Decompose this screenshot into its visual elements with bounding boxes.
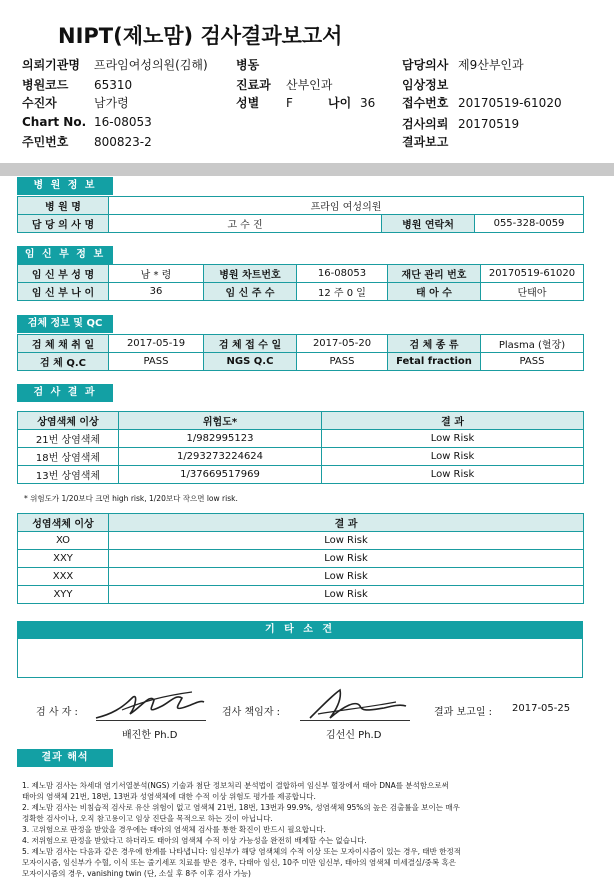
fetal-fraction: PASS <box>481 353 584 371</box>
result-cell: Low Risk <box>322 466 584 484</box>
header-label: 나이 <box>328 96 352 110</box>
chart-number: 16-08053 <box>297 265 388 283</box>
header-value: F <box>286 96 293 110</box>
signature-line <box>96 720 206 721</box>
hospital-contact: 055-328-0059 <box>475 215 584 233</box>
table-row <box>18 466 584 484</box>
section-hospital: 병 원 정 보 <box>17 177 113 195</box>
divider-band <box>0 163 614 176</box>
header-label: 검사의뢰 <box>402 117 449 131</box>
header-value: 프라임여성의원(김해) <box>94 58 208 72</box>
specimen-type: Plasma (혈장) <box>481 335 584 353</box>
specimen-qc: PASS <box>109 353 204 371</box>
cell-label: 병원 연락처 <box>382 215 475 233</box>
risk-cell: 1/293273224624 <box>119 448 322 466</box>
header-label: 성별 <box>236 96 260 110</box>
interpretation-line: 1. 제노맘 검사는 차세대 염기서열분석(NGS) 기술과 첨단 정보처리 분석법이 결합하여 임신부 혈장에서 태아 DNA를 분석함으로써 <box>22 781 449 790</box>
cell-label: 임 신 부 나 이 <box>18 283 109 301</box>
column-header: 위험도* <box>119 412 322 430</box>
interpretation-line: 태아의 염색체 21번, 18번, 13번과 성염색체에 대한 수적 이상 위험도 평가를 제공합니다. <box>22 792 316 801</box>
result-cell: Low Risk <box>322 448 584 466</box>
manager-signature <box>300 684 410 724</box>
table-row <box>18 532 584 550</box>
pregnant-name: 남 * 령 <box>109 265 204 283</box>
interpretation-text <box>22 780 592 879</box>
collect-date: 2017-05-19 <box>109 335 204 353</box>
hospital-name: 프라임 여성의원 <box>109 197 584 215</box>
header-label: 진료과 <box>236 78 271 92</box>
interpretation-line: 정확한 검사이나, 오직 참고용이고 임상 진단을 목적으로 하는 것이 아닙니다. <box>22 814 273 823</box>
result-cell: Low Risk <box>109 568 584 586</box>
table-row <box>18 586 584 604</box>
interpretation-line: 3. 고위험으로 판정을 받았을 경우에는 태아의 염색체 검사를 통한 확진이 반드시 필요합니다. <box>22 825 326 834</box>
header-ward <box>236 56 259 73</box>
section-specimen: 검체 정보 및 QC <box>17 315 113 333</box>
doctor-name: 고 수 진 <box>109 215 382 233</box>
result-cell: Low Risk <box>109 550 584 568</box>
table-row <box>18 550 584 568</box>
cell-label: 재단 관리 번호 <box>388 265 481 283</box>
table-row <box>18 448 584 466</box>
chromosome-cell: XXX <box>18 568 109 586</box>
header-value: 20170519-61020 <box>458 96 562 110</box>
manager-label: 검사 책임자 : <box>222 707 281 718</box>
header-label: 접수번호 <box>402 96 449 110</box>
column-header: 상염색체 이상 <box>18 412 119 430</box>
hospital-table <box>17 196 584 233</box>
registration-number: 20170519-61020 <box>481 265 584 283</box>
header-age <box>328 94 375 111</box>
header-label: 주민번호 <box>22 135 69 149</box>
chromosome-cell: 18번 상염색체 <box>18 448 119 466</box>
header-label: 병원코드 <box>22 78 69 92</box>
column-header: 결 과 <box>109 514 584 532</box>
chromosome-cell: XO <box>18 532 109 550</box>
header-value: 65310 <box>94 78 133 92</box>
result-cell: Low Risk <box>109 532 584 550</box>
interpretation-line: 모자이시즘, 임신부가 수혈, 이식 또는 줄기세포 치료를 받은 경우, 다태아 임신, 10주 미만 임신부, 태아의 염색체 미세결실/중복 혹은 <box>22 858 457 867</box>
cell-label: 병 원 명 <box>18 197 109 215</box>
tester-name: 배진한 Ph.D <box>122 730 178 741</box>
interpretation-line: 2. 제노맘 검사는 비침습적 검사로 유산 위험이 없고 염색체 21번, 18번, 13번과 99.9%, 성염색체 95%의 높은 검출률을 보이는 매우 <box>22 803 460 812</box>
cell-label: 검 체 Q.C <box>18 353 109 371</box>
cell-label: 검 체 접 수 일 <box>204 335 297 353</box>
sex-chromosome-table <box>17 513 584 604</box>
pregnant-table <box>17 264 584 301</box>
cell-label: Fetal fraction <box>388 353 481 371</box>
header-label: 임상정보 <box>402 78 449 92</box>
result-cell: Low Risk <box>322 430 584 448</box>
section-other: 기 타 소 견 <box>17 621 583 639</box>
tester-label: 검 사 자 : <box>36 707 78 718</box>
result-cell: Low Risk <box>109 586 584 604</box>
cell-label: 임 신 부 성 명 <box>18 265 109 283</box>
column-header: 성염색체 이상 <box>18 514 109 532</box>
section-pregnant: 임 신 부 정 보 <box>17 246 113 264</box>
header-value: 남가령 <box>94 96 129 110</box>
header-dept <box>236 76 332 93</box>
table-row <box>18 568 584 586</box>
autosome-table <box>17 411 584 484</box>
receive-date: 2017-05-20 <box>297 335 388 353</box>
cell-label: 검 체 채 취 일 <box>18 335 109 353</box>
fetus-count: 단태아 <box>481 283 584 301</box>
ngs-qc: PASS <box>297 353 388 371</box>
gestation-weeks: 12 주 0 일 <box>297 283 388 301</box>
risk-cell: 1/37669517969 <box>119 466 322 484</box>
signature-line <box>300 720 410 721</box>
header-value: 800823-2 <box>94 135 152 149</box>
tester-signature <box>92 684 207 724</box>
pregnant-age: 36 <box>109 283 204 301</box>
cell-label: 담 당 의 사 명 <box>18 215 109 233</box>
report-date: 2017-05-25 <box>512 703 571 714</box>
section-results: 검 사 결 과 <box>17 384 113 402</box>
header-label: 수진자 <box>22 96 57 110</box>
manager-name: 김선신 Ph.D <box>326 730 382 741</box>
header-label: 결과보고 <box>402 135 449 149</box>
section-interpretation: 결과 해석 <box>17 749 113 767</box>
cell-label: 태 아 수 <box>388 283 481 301</box>
interpretation-line: 5. 제노맘 검사는 다음과 같은 경우에 한계를 나타냅니다: 임신부가 해당 염색체의 수적 이상 또는 모자이시즘이 있는 경우, 태반 한정적 <box>22 847 461 856</box>
header-label: 병동 <box>236 58 260 72</box>
chromosome-cell: 21번 상염색체 <box>18 430 119 448</box>
chromosome-cell: XXY <box>18 550 109 568</box>
chromosome-cell: 13번 상염색체 <box>18 466 119 484</box>
other-findings-box <box>17 639 583 678</box>
specimen-table <box>17 334 584 371</box>
header-label: 의뢰기관명 <box>22 58 80 72</box>
chromosome-cell: XYY <box>18 586 109 604</box>
cell-label: 검 체 종 류 <box>388 335 481 353</box>
interpretation-line: 모자이시즘의 경우, vanishing twin (단, 소실 후 8주 이후 검사 가능) <box>22 869 251 878</box>
column-header: 결 과 <box>322 412 584 430</box>
header-value: 산부인과 <box>286 78 333 92</box>
header-value: 36 <box>360 96 376 110</box>
header-value: 20170519 <box>458 117 520 131</box>
header-label: 담당의사 <box>402 58 449 72</box>
risk-note: * 위험도가 1/20보다 크면 high risk, 1/20보다 작으면 low risk. <box>24 494 238 503</box>
table-row <box>18 430 584 448</box>
cell-label: 병원 차트번호 <box>204 265 297 283</box>
cell-label: 임 신 주 수 <box>204 283 297 301</box>
header-value: 16-08053 <box>94 115 152 129</box>
report-date-label: 결과 보고일 : <box>434 707 493 718</box>
header-sex <box>236 94 293 111</box>
risk-cell: 1/982995123 <box>119 430 322 448</box>
report-title: NIPT(제노맘) 검사결과보고서 <box>58 24 343 48</box>
cell-label: NGS Q.C <box>204 353 297 371</box>
header-value: 제9산부인과 <box>458 58 524 72</box>
header-label: Chart No. <box>22 115 87 129</box>
interpretation-line: 4. 저위험으로 판정을 받았다고 하더라도 태아의 염색체 수적 이상 가능성을 완전히 배제할 수는 없습니다. <box>22 836 367 845</box>
